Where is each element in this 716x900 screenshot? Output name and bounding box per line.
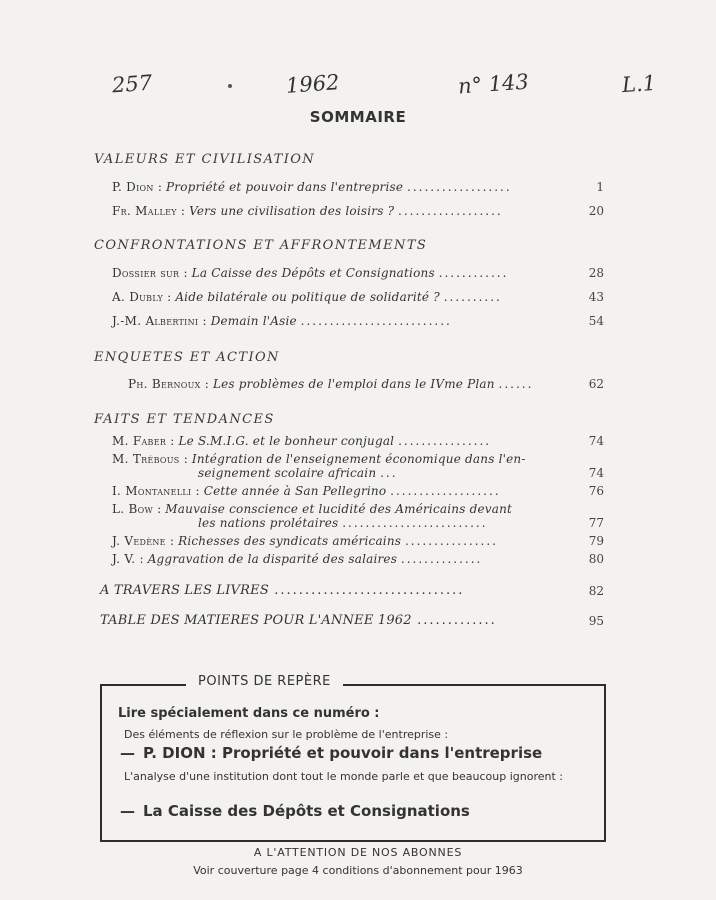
- handwritten-year: 1962: [285, 70, 341, 98]
- page-number: 80: [588, 552, 604, 566]
- entry-author: M. Faber :: [112, 434, 175, 448]
- entry-title-continued: seignement scolaire africain: [198, 466, 377, 480]
- toc-entry: J. V. : Aggravation de la disparité des salaires ..............: [112, 552, 483, 566]
- entry-author: J. Vedène :: [112, 534, 175, 548]
- highlight-title: Propriété et pouvoir dans l'entreprise: [221, 744, 543, 762]
- page-number: 79: [588, 534, 604, 548]
- handwritten-issue: n° 143: [457, 69, 530, 99]
- entry-title: Demain l'Asie: [210, 314, 297, 328]
- toc-entry: M. Faber : Le S.M.I.G. et le bonheur conjugal ................: [112, 434, 492, 448]
- page-number: 74: [588, 434, 604, 448]
- entry-title: Aggravation de la disparité des salaires: [147, 552, 398, 566]
- handwritten-code: L.1: [621, 70, 657, 98]
- entry-author: Ph. Bernoux :: [128, 377, 210, 391]
- page-number: 54: [588, 314, 604, 328]
- box-lead: Lire spécialement dans ce numéro :: [118, 706, 380, 721]
- page-number: 74: [588, 466, 604, 480]
- box-highlight: — La Caisse des Dépôts et Consignations: [120, 802, 470, 820]
- toc-entry: M. Trébous : Intégration de l'enseignement économique dans l'en- seignement scolaire africain ...: [112, 452, 526, 480]
- entry-title: Aide bilatérale ou politique de solidarité ?: [175, 290, 440, 304]
- entry-author: Fr. Malley :: [112, 204, 186, 218]
- entry-title: Mauvaise conscience et lucidité des Américains devant: [165, 502, 513, 516]
- handwritten-number: 257: [111, 70, 153, 98]
- entry-title: La Caisse des Dépôts et Consignations: [191, 266, 435, 280]
- entry-title: Intégration de l'enseignement économique dans l'en-: [191, 452, 526, 466]
- page-number: 43: [588, 290, 604, 304]
- entry-title: A TRAVERS LES LIVRES: [100, 583, 269, 598]
- subscription-note: Voir couverture page 4 conditions d'abonnement pour 1963: [193, 864, 523, 877]
- toc-entry: I. Montanelli : Cette année à San Pellegrino ...................: [112, 484, 501, 498]
- section-heading: CONFRONTATIONS ET AFFRONTEMENTS: [94, 238, 428, 253]
- subscriber-notice: A L'ATTENTION DE NOS ABONNES: [253, 846, 463, 859]
- toc-entry: L. Bow : Mauvaise conscience et lucidité des Américains devant les nations prolétaires .........................: [112, 502, 513, 530]
- toc-entry: J.-M. Albertini : Demain l'Asie ..........................: [112, 314, 452, 328]
- box-title: POINTS DE REPÈRE: [186, 674, 343, 689]
- entry-title: Richesses des syndicats américains: [178, 534, 402, 548]
- box-description: Des éléments de réflexion sur le problème de l'entreprise :: [124, 728, 449, 741]
- page-number: 1: [596, 180, 604, 194]
- entry-author: P. Dion :: [112, 180, 163, 194]
- entry-title-continued: les nations prolétaires: [198, 516, 339, 530]
- entry-author: L. Bow :: [112, 502, 162, 516]
- toc-entry: Fr. Malley : Vers une civilisation des loisirs ? ..................: [112, 204, 503, 218]
- toc-entry: A TRAVERS LES LIVRES ...............................: [100, 583, 465, 598]
- entry-author: Dossier sur :: [112, 266, 188, 280]
- entry-author: I. Montanelli :: [112, 484, 200, 498]
- entry-title: Les problèmes de l'emploi dans le IVme Plan: [212, 377, 495, 391]
- page-number: 82: [588, 584, 604, 598]
- ink-dot: [228, 84, 232, 88]
- toc-entry: TABLE DES MATIERES POUR L'ANNEE 1962 .............: [100, 613, 497, 628]
- toc-entry: P. Dion : Propriété et pouvoir dans l'entreprise ..................: [112, 180, 512, 194]
- page-number: 28: [588, 266, 604, 280]
- entry-author: J.-M. Albertini :: [112, 314, 207, 328]
- page-number: 76: [588, 484, 604, 498]
- page-number: 62: [588, 377, 604, 391]
- entry-author: M. Trébous :: [112, 452, 189, 466]
- entry-title: Vers une civilisation des loisirs ?: [189, 204, 395, 218]
- highlight-title: La Caisse des Dépôts et Consignations: [143, 802, 470, 820]
- section-heading: VALEURS ET CIVILISATION: [94, 152, 316, 167]
- toc-entry: J. Vedène : Richesses des syndicats américains ................: [112, 534, 498, 548]
- entry-author: A. Dubly :: [112, 290, 172, 304]
- entry-title: Propriété et pouvoir dans l'entreprise: [166, 180, 404, 194]
- section-heading: FAITS ET TENDANCES: [94, 412, 275, 427]
- entry-author: J. V. :: [112, 552, 144, 566]
- page-title: SOMMAIRE: [309, 108, 407, 126]
- toc-entry: A. Dubly : Aide bilatérale ou politique de solidarité ? ..........: [112, 290, 502, 304]
- highlights-box: [100, 674, 606, 842]
- entry-title: Cette année à San Pellegrino: [203, 484, 387, 498]
- page-number: 95: [588, 614, 604, 628]
- entry-title: Le S.M.I.G. et le bonheur conjugal: [178, 434, 395, 448]
- highlight-author: P. DION :: [143, 744, 217, 762]
- page-number: 77: [588, 516, 604, 530]
- box-highlight: — P. DION : Propriété et pouvoir dans l'entreprise: [120, 744, 543, 762]
- toc-entry: Dossier sur : La Caisse des Dépôts et Consignations ............: [112, 266, 509, 280]
- entry-title: TABLE DES MATIERES POUR L'ANNEE 1962: [100, 613, 412, 628]
- page-number: 20: [588, 204, 604, 218]
- section-heading: ENQUETES ET ACTION: [94, 350, 280, 365]
- box-description: L'analyse d'une institution dont tout le monde parle et que beaucoup ignorent :: [124, 770, 563, 783]
- toc-entry: Ph. Bernoux : Les problèmes de l'emploi dans le IVme Plan ......: [128, 377, 534, 391]
